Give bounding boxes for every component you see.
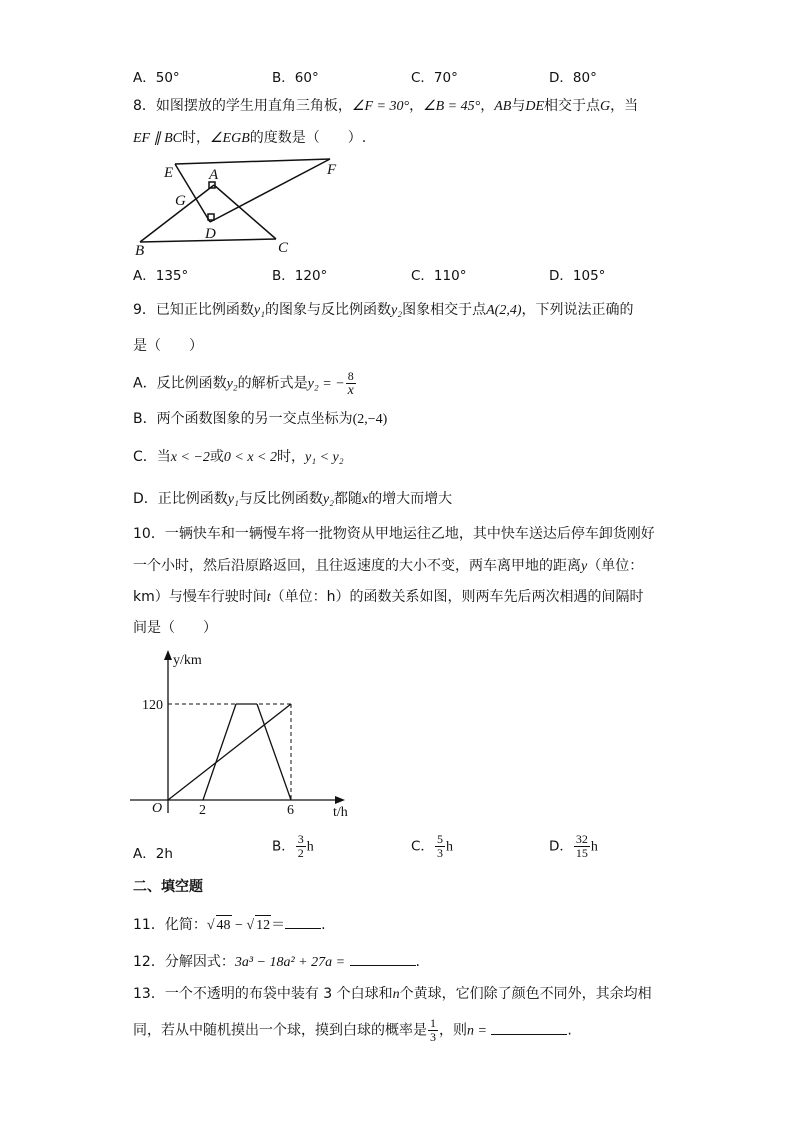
q10-option-a: A．2h bbox=[133, 846, 173, 862]
q7-option-d: D．80° bbox=[549, 70, 597, 86]
q10-stem-line1: 10．一辆快车和一辆慢车将一批物资从甲地运往乙地，其中快车送达后停车卸货刚好 bbox=[133, 526, 655, 542]
q11-question: 11．化简：√ 48 − √ 12＝ . bbox=[133, 914, 326, 936]
q8-option-d: D．105° bbox=[549, 268, 606, 284]
q8-label-C: C bbox=[278, 240, 289, 256]
q13-stem-line2: 同，若从中随机摸出一个球，摸到白球的概率是 $\frac{1}{3}$ ，则n = . bbox=[133, 1016, 572, 1044]
q10-option-c: C． $\frac{5}{3}$ h bbox=[411, 832, 453, 860]
section-fill-in-blank-title: 二、填空题 bbox=[133, 879, 203, 895]
q12-answer-blank[interactable] bbox=[350, 951, 416, 966]
q8-label-B: B bbox=[135, 243, 145, 257]
q9-option-c: C．当x < −2或0 < x < 2时，y₁ < y₂ bbox=[133, 449, 344, 465]
q7-option-a: A．50° bbox=[133, 70, 180, 86]
q10-stem-line3: km）与慢车行驶时间t（单位：h）的函数关系如图，则两车先后两次相遇的间隔时 bbox=[133, 589, 644, 605]
q10-option-b: B． $\frac{3}{2}$ h bbox=[272, 832, 314, 860]
q7-option-c: C．70° bbox=[411, 70, 458, 86]
q11-radicand-48: 48 bbox=[216, 915, 232, 936]
q8-option-a: A．135° bbox=[133, 268, 189, 284]
q8-label-E: E bbox=[164, 165, 174, 181]
q10-option-c-fraction: $\frac{5}{3}$ bbox=[436, 832, 443, 860]
q8-label-D: D bbox=[205, 226, 216, 242]
q10-distance-time-graph bbox=[130, 648, 360, 820]
q9-option-d: D．正比例函数y₁与反比例函数y₂都随x的增大而增大 bbox=[133, 491, 453, 507]
q10-graph-xlabel: t/h bbox=[333, 805, 348, 820]
q10-graph-tick-6: 6 bbox=[287, 803, 294, 818]
q10-option-d-fraction: $\frac{32}{15}$ bbox=[575, 832, 588, 860]
q10-option-d: D． $\frac{32}{15}$ h bbox=[549, 832, 598, 860]
q10-option-b-fraction: $\frac{3}{2}$ bbox=[297, 832, 304, 860]
q11-answer-blank[interactable] bbox=[285, 914, 321, 929]
q10-graph-origin: O bbox=[152, 801, 163, 816]
q9-stem-line2: 是（ ） bbox=[133, 338, 203, 354]
q8-label-A: A bbox=[209, 167, 219, 183]
q13-probability-fraction: $\frac{1}{3}$ bbox=[430, 1016, 436, 1044]
q11-radicand-12: 12 bbox=[255, 915, 271, 936]
q10-stem-line2: 一个小时，然后沿原路返回，且往返速度的大小不变，两车离甲地的距离y（单位： bbox=[133, 558, 644, 574]
q10-graph-tick-120: 120 bbox=[142, 698, 163, 713]
q9-option-a: A．反比例函数y₂的解析式是y₂ = − $\frac{8}{x}$ bbox=[133, 369, 354, 398]
q13-stem-line1: 13．一个不透明的布袋中装有 3 个白球和n个黄球，它们除了颜色不同外，其余均相 bbox=[133, 986, 652, 1002]
q8-option-c: C．110° bbox=[411, 268, 467, 284]
q8-label-F: F bbox=[327, 162, 337, 178]
q13-answer-blank[interactable] bbox=[491, 1020, 567, 1035]
q12-question: 12．分解因式：3a³ − 18a² + 27a = . bbox=[133, 951, 420, 973]
q8-option-b: B．120° bbox=[272, 268, 328, 284]
q8-triangle-figure bbox=[130, 152, 350, 257]
q10-stem-line4: 间是（ ） bbox=[133, 620, 217, 636]
q9-stem-line1: 9．已知正比例函数y₁的图象与反比例函数y₂图象相交于点A(2,4)，下列说法正确的 bbox=[133, 302, 634, 318]
q9-option-a-fraction: $\frac{8}{x}$ bbox=[347, 369, 354, 398]
q8-stem-line2: EF ∥ BC时，∠EGB的度数是（ ）. bbox=[133, 130, 367, 146]
q8-stem-line1: 8．如图摆放的学生用直角三角板，∠F = 30°，∠B = 45°，AB与DE相交于点G，当 bbox=[133, 98, 639, 114]
q9-option-b: B．两个函数图象的另一交点坐标为(2,−4) bbox=[133, 411, 388, 427]
q7-option-b: B．60° bbox=[272, 70, 319, 86]
q10-graph-tick-2: 2 bbox=[199, 803, 206, 818]
q8-label-G: G bbox=[175, 193, 186, 209]
q10-graph-ylabel: y/km bbox=[173, 653, 202, 668]
